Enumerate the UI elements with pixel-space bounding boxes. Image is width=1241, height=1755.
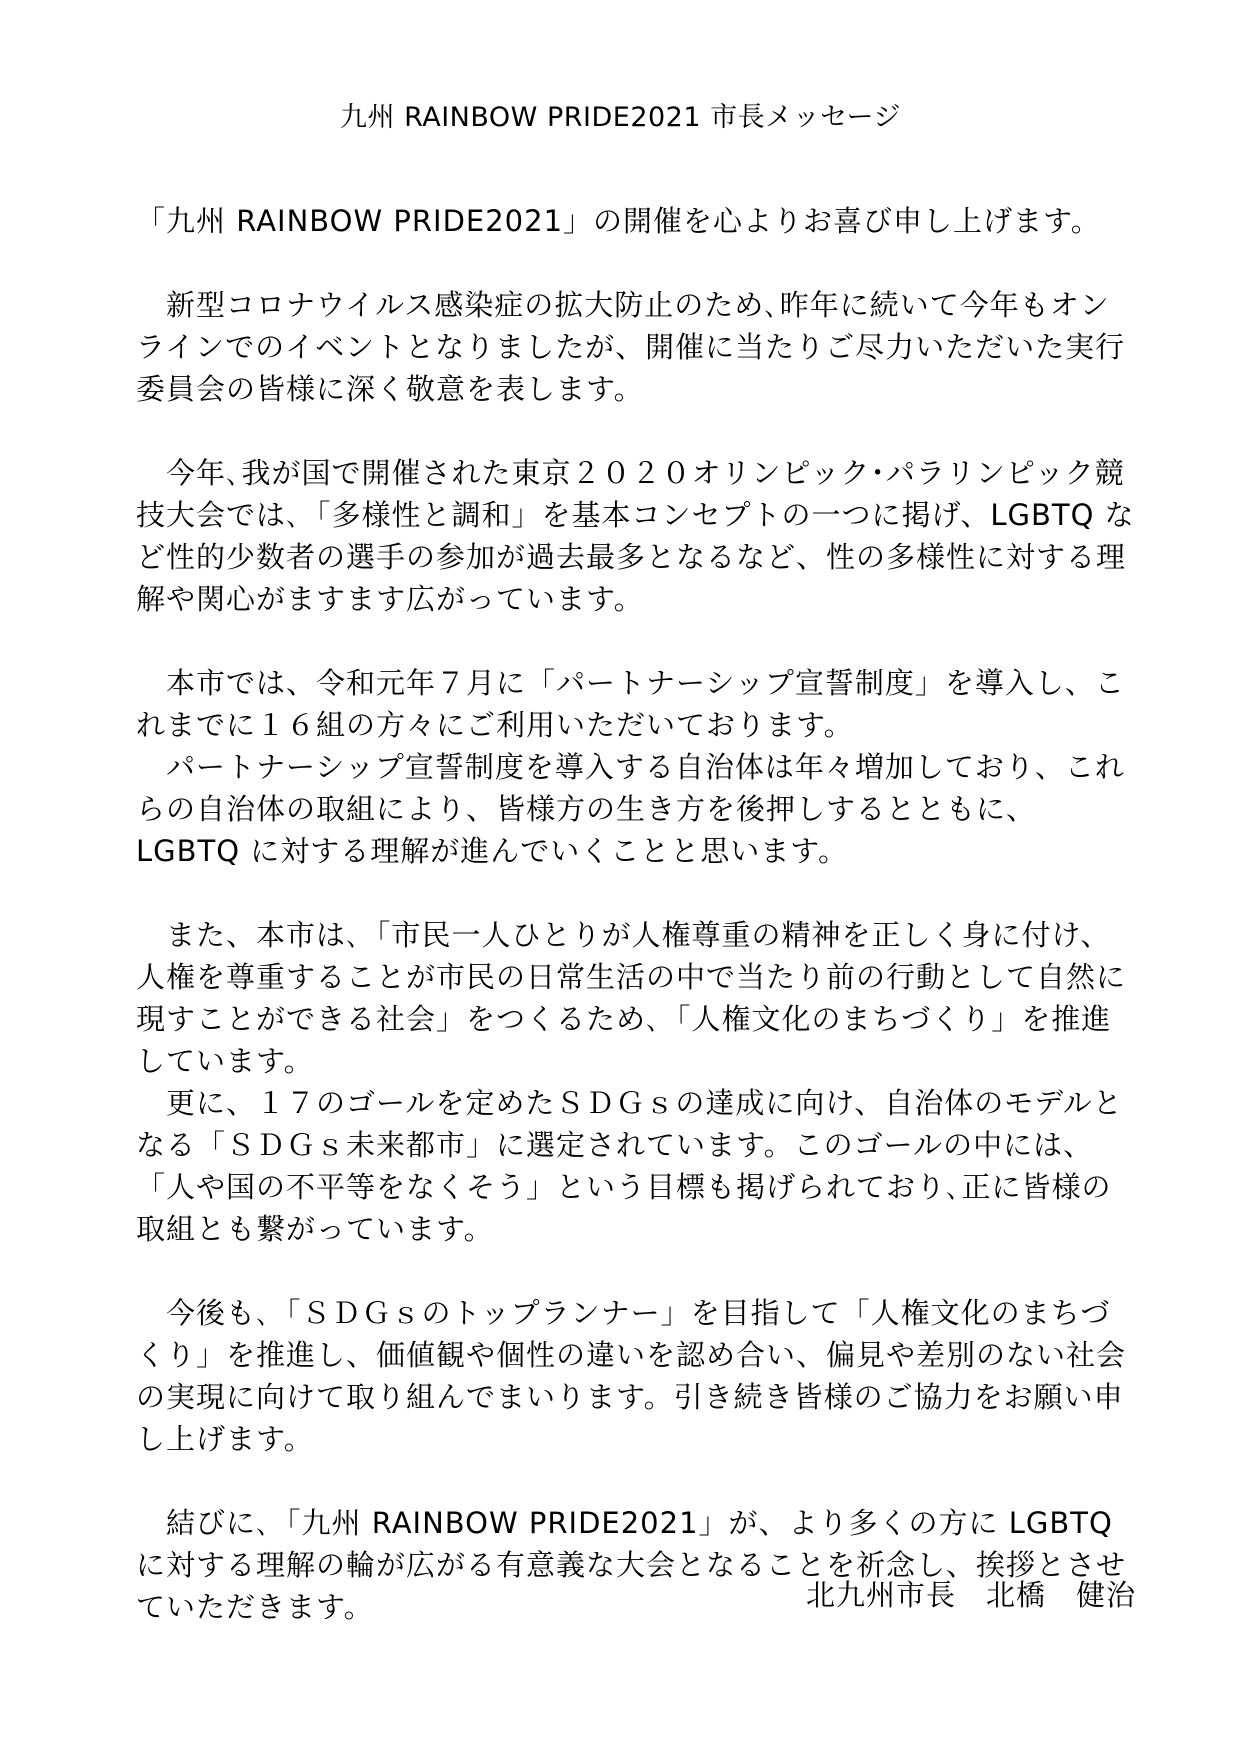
paragraph-covid: 新型コロナウイルス感染症の拡大防止のため､昨年に続いて今年もオンラインでのイベントとなりましたが、開催に当たりご尽力いただいた実行委員会の皆様に深く敬意を表します。 xyxy=(136,288,1126,406)
paragraph-gap xyxy=(136,1460,1136,1502)
paragraph-human-rights: また、本市は､「市民一人ひとりが人権尊重の精神を正しく身に付け、人権を尊重することが市民の日常生活の中で当たり前の行動として自然に現すことができる社会」をつくるため､「人権文化のまちづくり」を推進しています。 更に、１７のゴールを定めたＳＤＧｓの達成に向け、自治体のモデルとなる「ＳＤＧｓ未来都市」に選定されています。このゴールの中には、「人や国の不平等をなくそう」という目標も掲げられており､正に皆様の取組とも繋がっています。 xyxy=(136,918,1127,1246)
paragraph-gap xyxy=(136,620,1136,662)
paragraph-olympics: 今年､我が国で開催された東京２０２０オリンピック･パラリンピック競技大会では､「多様性と調和」を基本コンセプトの一つに掲げ、LGBTQ など性的少数者の選手の参加が過去最多となるなど、性の多様性に対する理解や関心がますます広がっています。 xyxy=(136,456,1135,616)
document-title: 九州 RAINBOW PRIDE2021 市長メッセージ xyxy=(340,102,901,133)
paragraph-gap xyxy=(136,242,1136,284)
mayor-signature: 北九州市長 北橋 健治 xyxy=(805,1578,1136,1612)
paragraph-gap xyxy=(136,872,1136,914)
paragraph-gap xyxy=(136,1250,1136,1292)
paragraph-future: 今後も､「ＳＤＧｓのトップランナー」を目指して「人権文化のまちづくり」を推進し、価値観や個性の違いを認め合い、偏見や差別のない社会の実現に向けて取り組んでまいります。引き続き皆様のご協力をお願い申し上げます。 xyxy=(136,1296,1127,1456)
paragraph-greeting: 「九州 RAINBOW PRIDE2021」の開催を心よりお喜び申し上げます。 xyxy=(136,204,1101,238)
paragraph-closing: 結びに､「九州 RAINBOW PRIDE2021」が、より多くの方に LGBTQ に対する理解の輪が広がる有意義な大会となることを祈念し、挨拶とさせていただきます。 xyxy=(136,1506,1127,1624)
paragraph-gap xyxy=(136,410,1136,452)
paragraph-partnership: 本市では、令和元年７月に「パートナーシップ宣誓制度」を導入し、これまでに１６組の方々にご利用いただいております。 パートナーシップ宣誓制度を導入する自治体は年々増加しており、これらの自治体の取組により、皆様方の生き方を後押しするとともに、LGBTQ に対する理解が進んでいくことと思います。 xyxy=(136,666,1125,868)
document-body xyxy=(136,200,1136,1628)
